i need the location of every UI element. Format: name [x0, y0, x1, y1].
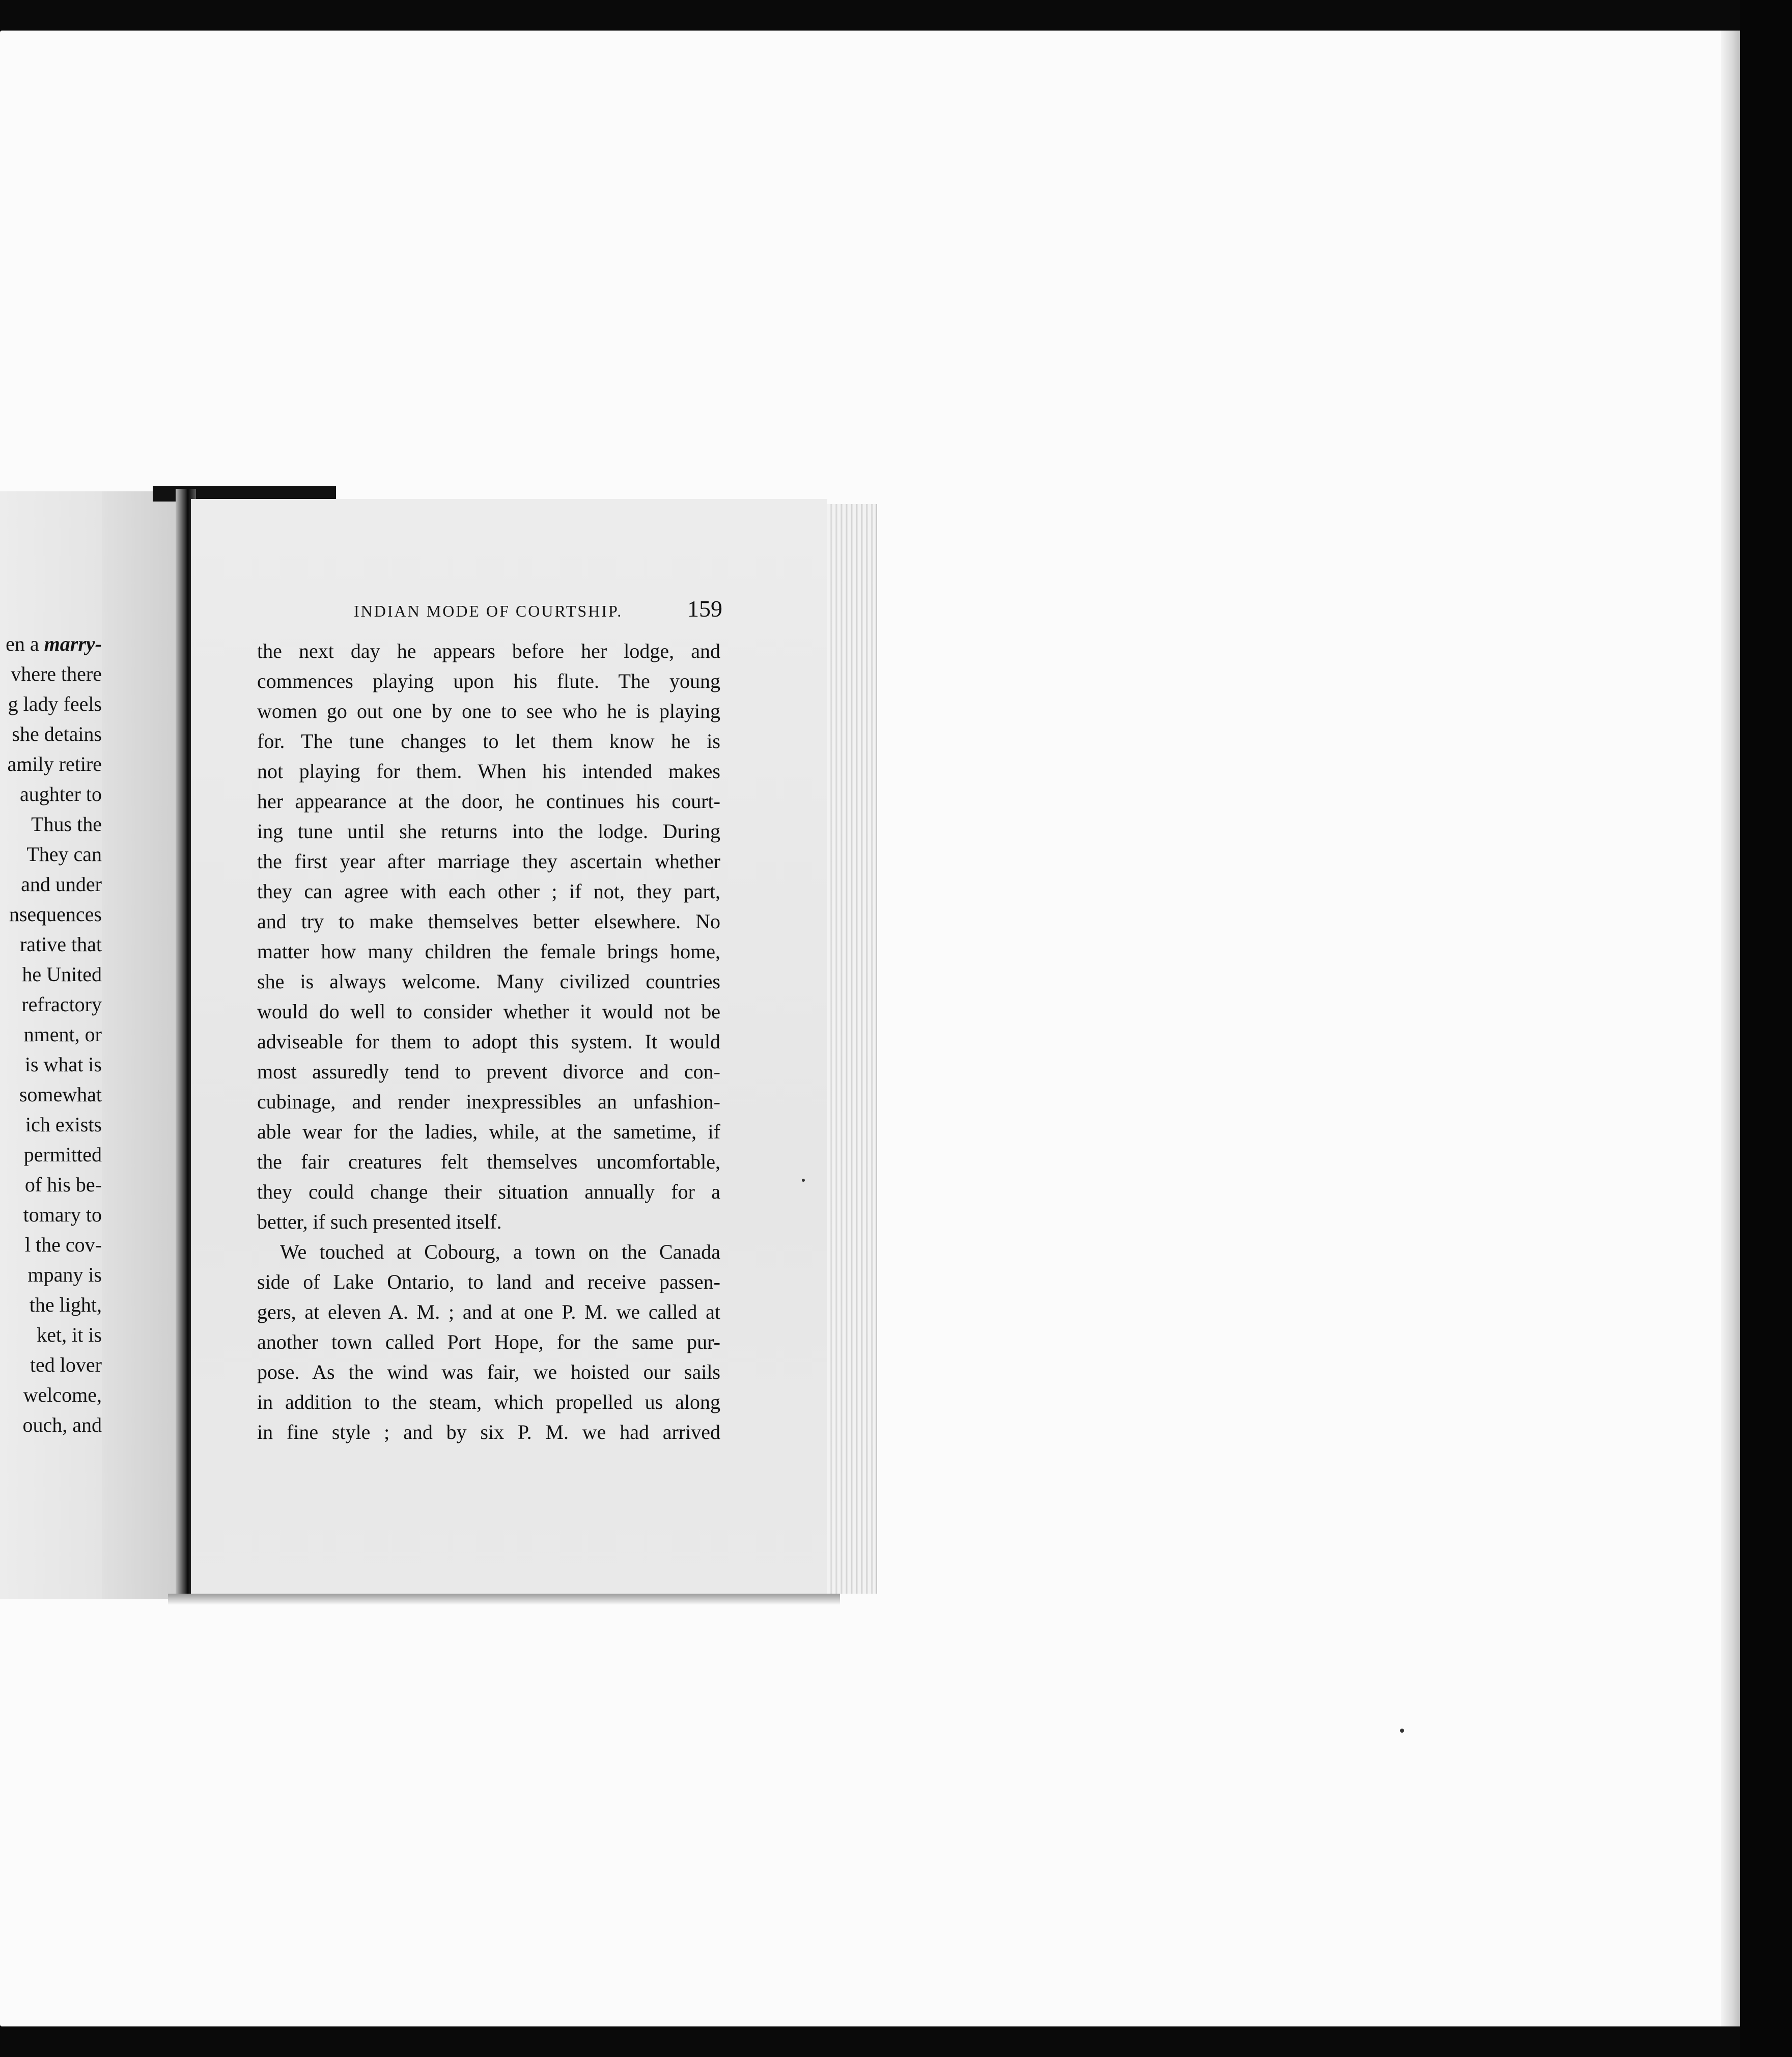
text-line-content: somewhat [19, 1083, 102, 1106]
text-line: better, if such presented itself. [257, 1210, 502, 1233]
text-line [0, 629, 102, 659]
text-line-content: the light, [29, 1293, 102, 1316]
text-line-content: g lady feels [8, 692, 102, 715]
text-line: matter how many children the female brings home, [257, 940, 720, 963]
text-line [0, 1380, 102, 1410]
text-line: adviseable for them to adopt this system. It would [257, 1030, 720, 1053]
text-line-content: aughter to [19, 783, 102, 805]
text-line: women go out one by one to see who he is playing [257, 700, 720, 722]
text-line-content: ich exists [25, 1113, 102, 1136]
text-line: she is always welcome. Many civilized countries [257, 970, 720, 993]
text-line [0, 1230, 102, 1260]
text-line [0, 929, 102, 959]
text-line-content: welcome, [23, 1383, 102, 1406]
text-line [0, 1290, 102, 1320]
text-line: most assuredly tend to prevent divorce and con- [257, 1060, 720, 1083]
page-body-text [257, 636, 720, 1447]
text-line-content: he United [22, 963, 102, 986]
text-line-content: of his be- [24, 1173, 102, 1196]
text-line [0, 1139, 102, 1170]
text-line [0, 839, 102, 869]
text-line-content: en a marry- [6, 632, 102, 655]
text-line-content: nment, or [23, 1023, 102, 1046]
text-line: they could change their situation annually for a [257, 1180, 720, 1203]
text-line [0, 869, 102, 899]
text-line: side of Lake Ontario, to land and receive passen- [257, 1270, 720, 1293]
text-line: the fair creatures felt themselves uncomfortable, [257, 1150, 720, 1173]
text-line [0, 749, 102, 779]
text-line [0, 1079, 102, 1109]
text-line-content: They can [26, 843, 102, 866]
text-line [0, 689, 102, 719]
left-page-text [0, 629, 102, 1440]
right-page [191, 499, 827, 1601]
dust-speck [1400, 1729, 1404, 1733]
text-line [0, 1200, 102, 1230]
text-line: ing tune until she returns into the lodge. During [257, 820, 720, 843]
text-line-content: permitted [23, 1143, 102, 1166]
text-line-content: vhere there [11, 662, 102, 685]
text-line: gers, at eleven A. M. ; and at one P. M. we called at [257, 1300, 720, 1323]
text-line: they can agree with each other ; if not, they part, [257, 880, 720, 903]
text-line [0, 1019, 102, 1049]
left-page [0, 491, 178, 1599]
text-line [0, 1260, 102, 1290]
text-line: We touched at Cobourg, a town on the Canada [280, 1240, 720, 1263]
text-line: and try to make themselves better elsewhere. No [257, 910, 720, 933]
text-line [0, 1109, 102, 1139]
text-line-content: rative that [19, 933, 102, 956]
text-line [0, 1350, 102, 1380]
text-line-content: refractory [21, 993, 102, 1016]
text-line-content: she detains [12, 722, 102, 745]
text-line [0, 959, 102, 989]
text-line-content: ted lover [30, 1353, 102, 1376]
text-line [0, 659, 102, 689]
text-line-content: ket, it is [37, 1323, 102, 1346]
text-line: the first year after marriage they ascertain whether [257, 850, 720, 873]
text-line [0, 1049, 102, 1079]
text-line-content: and under [21, 873, 102, 896]
text-line-content: mpany is [27, 1263, 102, 1286]
text-line: in addition to the steam, which propelled us along [257, 1391, 720, 1413]
text-line [0, 1410, 102, 1440]
running-head [354, 596, 827, 626]
page-bottom-shadow [168, 1594, 840, 1605]
film-border [1740, 0, 1792, 2057]
text-line [0, 809, 102, 839]
text-line: not playing for them. When his intended makes [257, 760, 720, 783]
text-line: the next day he appears before her lodge, and [257, 640, 720, 662]
frame-edge [1721, 31, 1740, 2026]
text-line-content: nsequences [9, 903, 102, 926]
text-line: pose. As the wind was fair, we hoisted our sails [257, 1360, 720, 1383]
text-line: able wear for the ladies, while, at the sametime, if [257, 1120, 720, 1143]
text-line: commences playing upon his flute. The young [257, 670, 720, 692]
text-line [0, 1320, 102, 1350]
running-title: INDIAN MODE OF COURTSHIP. [354, 602, 623, 620]
text-line-content: l the cov- [24, 1233, 102, 1256]
text-line: cubinage, and render inexpressibles an unfashion- [257, 1090, 720, 1113]
italic-word: marry- [44, 632, 102, 655]
text-line: another town called Port Hope, for the same pur- [257, 1330, 720, 1353]
text-line [0, 989, 102, 1019]
text-line: for. The tune changes to let them know he is [257, 730, 720, 753]
text-line-content: is what is [24, 1053, 102, 1076]
text-line: in fine style ; and by six P. M. we had arrived [257, 1421, 720, 1443]
left-page-gutter-shade [102, 491, 178, 1599]
text-line-content: Thus the [31, 813, 102, 836]
text-line-content: amily retire [7, 753, 102, 775]
text-line [0, 1170, 102, 1200]
text-line [0, 779, 102, 809]
dust-speck [802, 1179, 805, 1182]
text-line-content: ouch, and [22, 1413, 102, 1436]
text-line: her appearance at the door, he continues his court- [257, 790, 720, 813]
text-line [0, 899, 102, 929]
text-line: would do well to consider whether it would not be [257, 1000, 720, 1023]
text-line [0, 719, 102, 749]
page-number: 159 [687, 596, 722, 622]
text-line-content: tomary to [23, 1203, 102, 1226]
